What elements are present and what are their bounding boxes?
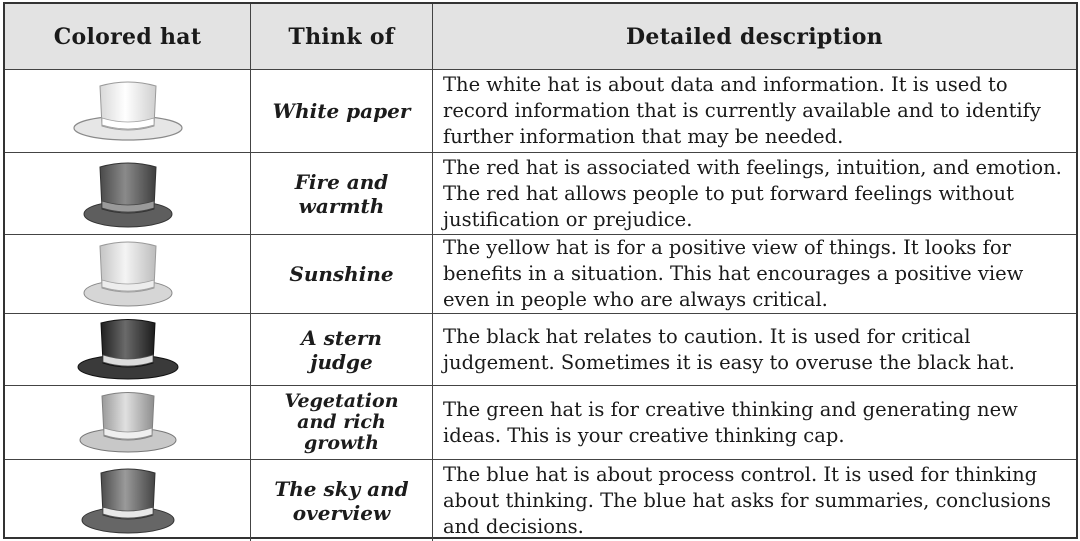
six-hats-table — [3, 2, 1078, 539]
red-hat-icon — [78, 157, 178, 231]
table-row — [5, 153, 1076, 235]
think-of-label: The sky and overview — [274, 476, 409, 525]
table-header-row — [5, 4, 1076, 70]
think-of-label: Fire and warmth — [294, 169, 389, 218]
header-think-of: Think of — [251, 4, 433, 69]
table-row — [5, 314, 1076, 386]
header-detailed-description: Detailed description — [626, 23, 883, 50]
white-hat-icon — [68, 76, 188, 146]
description-text: The yellow hat is for a positive view of things. It looks for benefits in a situation. This hat encourages a positive view even in people who are always critical. — [443, 236, 1024, 311]
yellow-hat-icon — [78, 238, 178, 310]
description-text: The white hat is about data and information. It is used to record information that is currently available and to identify further information that may be needed. — [443, 73, 1041, 148]
table-row — [5, 235, 1076, 314]
think-of-label: A stern judge — [301, 325, 382, 374]
description-text: The black hat relates to caution. It is used for critical judgement. Sometimes it is easy to overuse the black hat. — [443, 324, 1015, 374]
table-row — [5, 386, 1076, 460]
table-row — [5, 70, 1076, 153]
green-hat-icon — [74, 390, 182, 456]
blue-hat-icon — [76, 465, 180, 537]
black-hat-icon — [73, 317, 183, 383]
header-colored-hat: Colored hat — [5, 4, 251, 69]
description-text: The blue hat is about process control. It is used for thinking about thinking. The blue hat asks for summaries, conclusions and decisions. — [443, 462, 1051, 538]
description-text: The red hat is associated with feelings, intuition, and emotion. The red hat allows people to put forward feelings without justification or prejudice. — [443, 155, 1062, 231]
table-row — [5, 460, 1076, 541]
think-of-label: Vegetation and rich growth — [284, 390, 399, 454]
think-of-label: White paper — [272, 99, 411, 123]
description-text: The green hat is for creative thinking and generating new ideas. This is your creative thinking cap. — [443, 397, 1018, 447]
think-of-label: Sunshine — [289, 262, 394, 286]
